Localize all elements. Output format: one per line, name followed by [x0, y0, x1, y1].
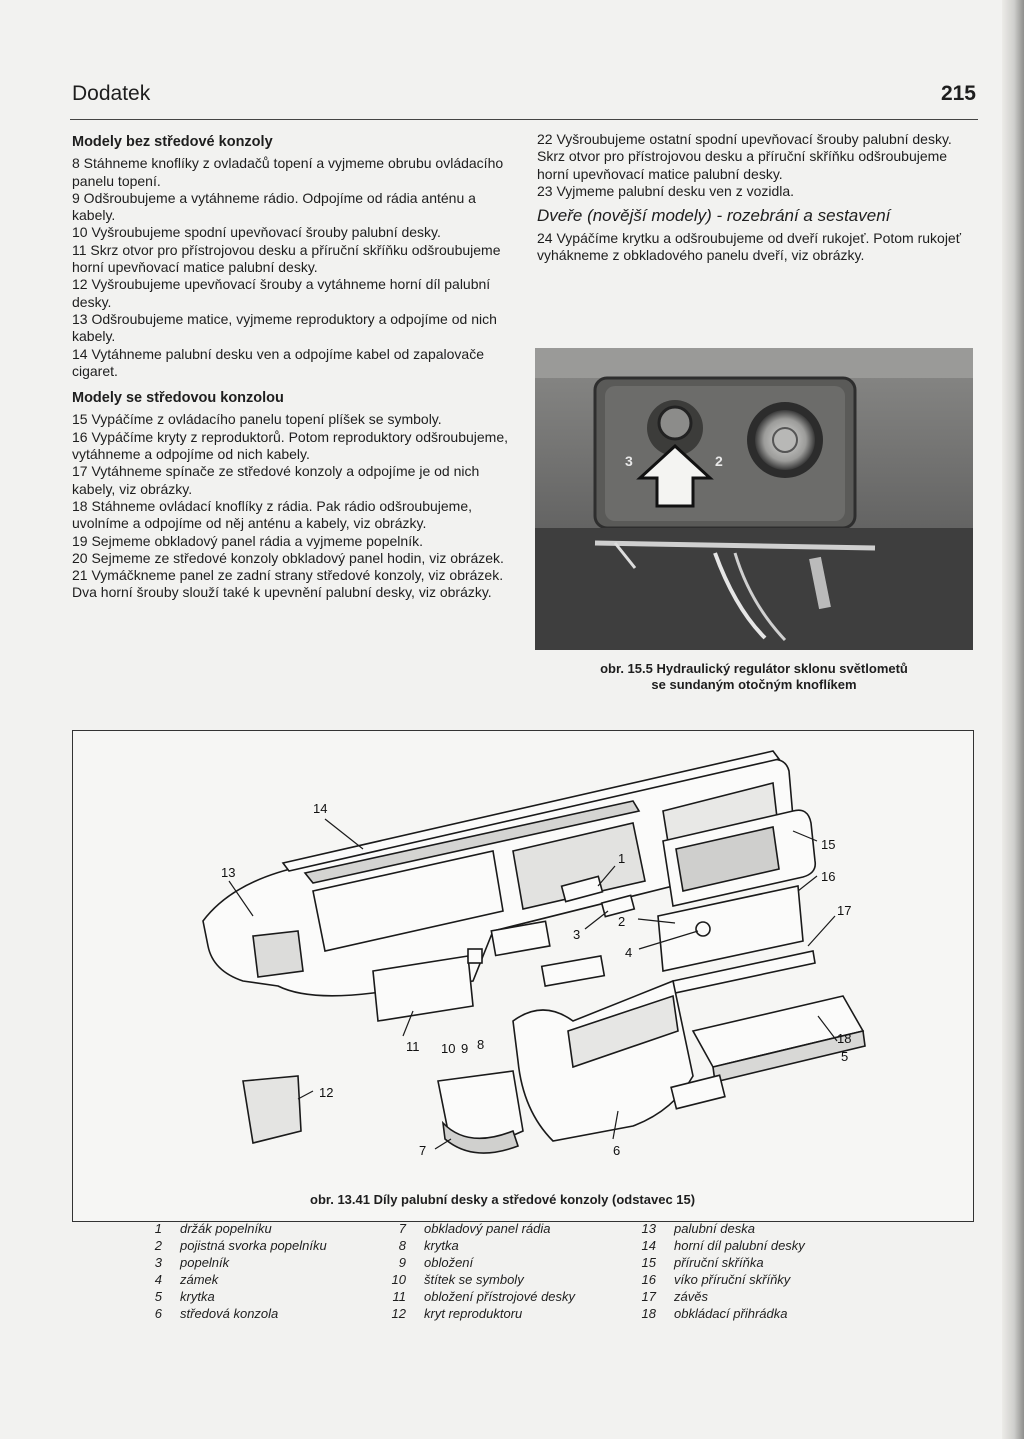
figure-caption: obr. 13.41 Díly palubní desky a středové konzoly (odstavec 15)	[310, 1192, 696, 1207]
legend-item: 5 krytka	[154, 1289, 215, 1304]
paragraph: 23 Vyjmeme palubní desku ven z vozidla.	[537, 182, 795, 199]
legend-item: 2 pojistná svorka popelníku	[154, 1238, 327, 1253]
photo-caption	[535, 661, 973, 693]
legend-column	[634, 1220, 805, 1322]
callout-1: 1	[618, 851, 626, 866]
legend-item: 10 štítek se symboly	[391, 1272, 524, 1287]
photo-headlamp-regulator	[535, 348, 973, 650]
section-heading-italic: Dveře (novější modely) - rozebrání a sestavení	[537, 206, 891, 226]
photo-caption-line: obr. 15.5 Hydraulický regulátor sklonu světlometů	[600, 661, 908, 676]
running-header: Dodatek	[72, 82, 151, 105]
callout-11: 11	[406, 1039, 420, 1054]
callout-12: 12	[319, 1085, 334, 1100]
callout-13: 13	[221, 865, 236, 880]
paragraph: 12 Vyšroubujeme upevňovací šrouby a vytáhneme horní díl palubní desky.	[72, 276, 491, 310]
legend-item: 16 víko příruční skříňky	[641, 1272, 791, 1287]
paragraph: 19 Sejmeme obkladový panel rádia a vyjmeme popelník.	[72, 532, 423, 549]
left-column	[72, 134, 510, 602]
callout-3: 3	[573, 927, 581, 942]
paragraph: 24 Vypáčíme krytku a odšroubujeme od dveří rukojeť. Potom rukojeť vyhákneme z obkladového panelu dveří, viz obrázky.	[537, 230, 961, 264]
legend-item: 8 krytka	[398, 1238, 459, 1253]
legend-item: 9 obložení	[398, 1255, 474, 1270]
legend-column	[384, 1220, 575, 1322]
paragraph: 13 Odšroubujeme matice, vyjmeme reproduktory a odpojíme od nich kabely.	[72, 310, 497, 345]
section-heading: Modely bez středové konzoly	[72, 134, 273, 150]
legend-item: 17 závěs	[641, 1289, 708, 1304]
callout-9: 9	[461, 1041, 469, 1056]
dashboard-part	[243, 1076, 301, 1143]
legend-column	[140, 1220, 327, 1322]
photo-caption-line: se sundaným otočným knoflíkem	[651, 677, 857, 692]
callout-2: 2	[618, 914, 626, 929]
legend-item: 4 zámek	[154, 1272, 219, 1287]
callout-10: 10	[441, 1041, 456, 1056]
paragraph: 15 Vypáčíme z ovládacího panelu topení plíšek se symboly.	[72, 411, 442, 428]
legend-item: 15 příruční skříňka	[641, 1255, 764, 1270]
legend-item: 7 obkladový panel rádia	[398, 1221, 551, 1236]
dashboard-part	[253, 931, 303, 977]
paragraph: 18 Stáhneme ovládací knoflíky z rádia. Pak rádio odšroubujeme, uvolníme a odpojíme od něj anténu a kabely, viz obrázky.	[72, 497, 473, 532]
exploded-diagram	[72, 730, 974, 1222]
legend-item: 1 držák popelníku	[154, 1221, 272, 1236]
paragraph: 14 Vytáhneme palubní desku ven a odpojíme kabel od zapalovače cigaret.	[72, 345, 484, 379]
paragraph: 20 Sejmeme ze středové konzoly obkladový panel hodin, viz obrázek.	[72, 549, 504, 566]
section-heading: Modely se středovou konzolou	[72, 390, 284, 407]
paragraph: 10 Vyšroubujeme spodní upevňovací šrouby palubní desky.	[72, 224, 441, 241]
callout-15: 15	[821, 837, 836, 852]
photo-label-3: 3	[625, 453, 633, 469]
legend-item: 11 obložení přístrojové desky	[392, 1289, 576, 1304]
legend-item: 13 palubní deska	[641, 1221, 755, 1236]
paragraph: 22 Vyšroubujeme ostatní spodní upevňovací šrouby palubní desky. Skrz otvor pro přístrojovou desku a příruční skříňku odšroubujeme horní upevňovací matice palubní desky.	[537, 131, 952, 182]
paragraph: 11 Skrz otvor pro přístrojovou desku a příruční skříňku odšroubujeme horní upevňovací matice palubní desky.	[72, 241, 501, 276]
callout-17: 17	[837, 903, 852, 918]
page-number: 215	[940, 82, 976, 105]
callout-8: 8	[477, 1037, 485, 1052]
right-column	[537, 131, 975, 265]
dashboard-part	[542, 956, 605, 986]
callout-5: 5	[841, 1049, 849, 1064]
paragraph: 17 Vytáhneme spínače ze středové konzoly a odpojíme je od nich kabely, viz obrázky.	[72, 463, 480, 497]
callout-6: 6	[613, 1143, 621, 1158]
callout-7: 7	[419, 1143, 427, 1158]
dashboard-part	[468, 949, 482, 963]
paragraph: 9 Odšroubujeme a vytáhneme rádio. Odpojíme od rádia anténu a kabely.	[72, 189, 476, 224]
legend-item: 3 popelník	[154, 1255, 230, 1270]
legend-item: 14 horní díl palubní desky	[641, 1238, 805, 1253]
paragraph: 16 Vypáčíme kryty z reproduktorů. Potom reproduktory odšroubujeme, vytáhneme a odpojíme od nich kabely.	[72, 428, 509, 463]
page-edge-shadow	[1002, 0, 1024, 1439]
callout-18: 18	[837, 1031, 852, 1046]
paragraph: 8 Stáhneme knoflíky z ovladačů topení a vyjmeme obrubu ovládacího panelu topení.	[72, 155, 504, 189]
legend-item: 6 středová konzola	[154, 1306, 279, 1321]
paragraph: 21 Vymáčkneme panel ze zadní strany středové konzoly, viz obrázek. Dva horní šrouby slouží také k upevnění palubní desky, viz obrázky.	[72, 567, 504, 601]
photo-label-2: 2	[715, 453, 723, 469]
legend-item: 12 kryt reproduktoru	[391, 1306, 523, 1321]
dashboard-part	[696, 922, 710, 936]
callout-4: 4	[625, 945, 633, 960]
callout-16: 16	[821, 869, 836, 884]
header-rule	[70, 119, 978, 120]
legend-item: 18 obkládací přihrádka	[641, 1306, 788, 1321]
callout-14: 14	[313, 801, 328, 816]
